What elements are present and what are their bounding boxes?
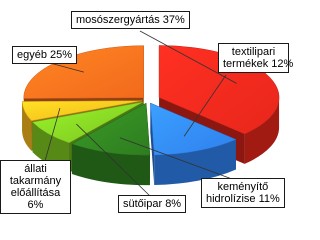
slice-label-textilipari: textilipari termékek 12% [218, 43, 289, 73]
slice-label-allati-takarmany: állati takarmány előállítása 6% [0, 160, 71, 214]
slice-label-egyeb: egyéb 25% [12, 46, 77, 64]
slice-label-mososzergyartas: mosószergyártás 37% [71, 11, 190, 29]
slice-label-sutoipar: sütőipar 8% [118, 195, 186, 213]
slice-label-kemenyito: keményítő hidrolízise 11% [201, 178, 285, 208]
